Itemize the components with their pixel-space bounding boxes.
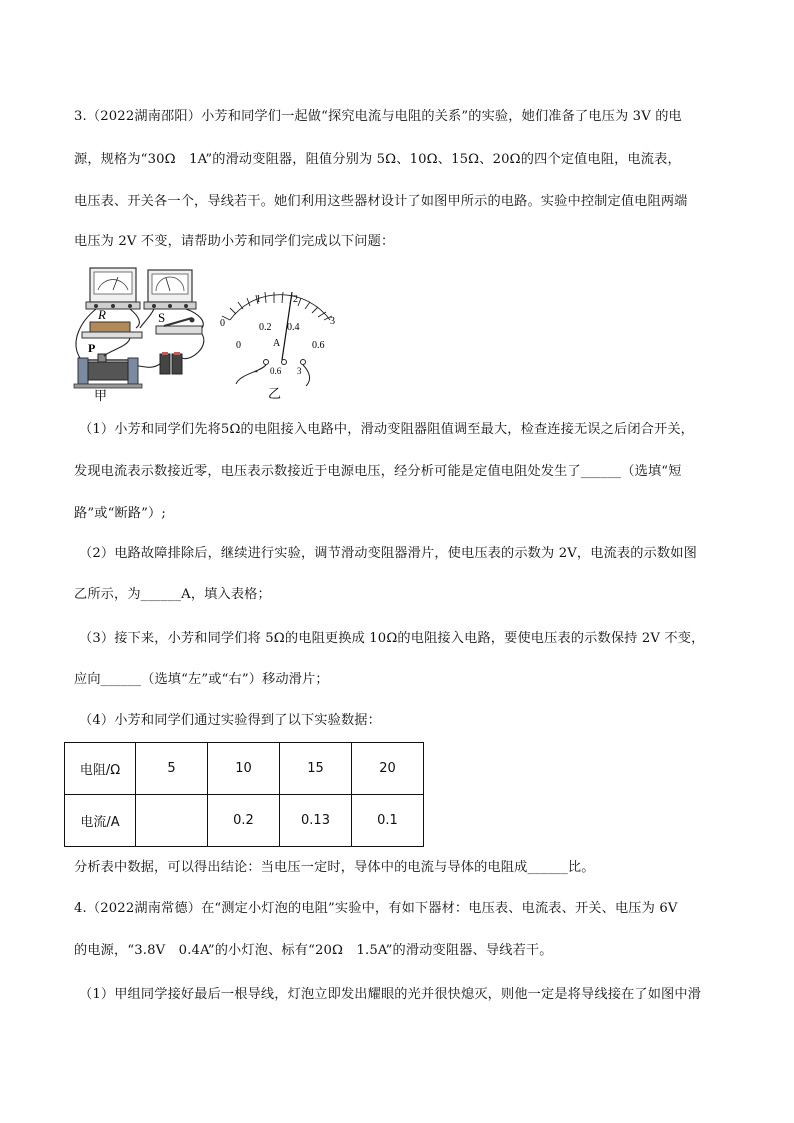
table-cell: 20: [352, 743, 424, 795]
q3-part2-line-2: 乙所示，为______A，填入表格；: [74, 587, 271, 602]
resistor-label: R: [98, 307, 106, 322]
q3-part3-line-2: 应向______（选填“左”或“右”）移动滑片；: [74, 672, 329, 687]
dial-scale-bottom-2: 0.4: [287, 322, 300, 333]
q3-conclusion: 分析表中数据，可以得出结论：当电压一定时，导体中的电流与导体的电阻成______比。: [74, 860, 595, 875]
q4-part1-line-1: （1）甲组同学接好最后一根导线，灯泡立即发出耀眼的光并很快熄灭，则他一定是将导线接在了如图中滑: [79, 987, 702, 1002]
dial-scale-bottom-0: 0: [236, 340, 241, 351]
q3-part3-line-1: （3）接下来，小芳和同学们将 5Ω的电阻更换成 10Ω的电阻接入电路，要使电压表的示数保持 2V 不变，: [79, 631, 705, 646]
ammeter-dial: [220, 292, 335, 386]
table-cell: 电阻/Ω: [65, 743, 136, 795]
q3-line-3: 电压表、开关各一个，导线若干。她们利用这些器材设计了如图甲所示的电路。实验中控制定值电阻两端: [74, 194, 688, 209]
q3-line-1: 3.（2022湖南邵阳）小芳和同学们一起做“探究电流与电阻的关系”的实验，她们准备了电压为 3V 的电: [74, 109, 682, 124]
q4-line-2: 的电源，“3.8V 0.4A”的小灯泡、标有“20Ω 1.5A”的滑动变阻器、导线若干。: [74, 943, 553, 958]
circuit-figure: [60, 262, 360, 402]
switch-label: S: [158, 310, 166, 325]
figure-jia-label: 甲: [94, 388, 108, 402]
q3-part1-line-1: （1）小芳和同学们先将5Ω的电阻接入电路中，滑动变阻器阻值调至最大，检查连接无误之后闭合开关，: [79, 422, 695, 437]
dial-scale-top-1: 1: [256, 294, 261, 305]
table-row: [65, 795, 424, 847]
table-cell: 0.2: [208, 795, 280, 847]
figure-yi-label: 乙: [268, 386, 282, 401]
table-cell: 0.13: [280, 795, 352, 847]
dial-unit: A: [273, 338, 281, 349]
dial-scale-bottom-3: 0.6: [312, 340, 325, 351]
q3-part1-line-2: 发现电流表示数接近零，电压表示数接近于电源电压，经分析可能是定值电阻处发生了______（选填“短: [74, 464, 682, 479]
dial-scale-bottom-1: 0.2: [259, 322, 272, 333]
dial-scale-top-2: 2: [293, 294, 298, 305]
q3-part2-line-1: （2）电路故障排除后，继续进行实验，调节滑动变阻器滑片，使电压表的示数为 2V，电流表的示数如图: [79, 546, 697, 561]
voltmeter-image: [86, 268, 140, 309]
ammeter-image: [144, 270, 196, 309]
battery-image: [160, 352, 182, 374]
dial-scale-top-0: 0: [220, 318, 225, 329]
table-cell: 5: [136, 743, 208, 795]
table-cell: 10: [208, 743, 280, 795]
q3-line-2: 源，规格为“30Ω 1A”的滑动变阻器，阻值分别为 5Ω、10Ω、15Ω、20Ω的四个定值电阻，电流表，: [74, 152, 681, 167]
q3-part4-line-1: （4）小芳和同学们通过实验得到了以下实验数据：: [79, 713, 381, 728]
slider-label: P: [88, 341, 96, 355]
q3-line-4: 电压为 2V 不变，请帮助小芳和同学们完成以下问题：: [74, 234, 395, 249]
rheostat-image: [74, 341, 142, 388]
q4-line-1: 4.（2022湖南常德）在“测定小灯泡的电阻”实验中，有如下器材：电压表、电流表、开关、电压为 6V: [74, 901, 678, 916]
table-cell: 0.1: [352, 795, 424, 847]
table-cell: 电流/A: [65, 795, 136, 847]
q3-part1-line-3: 路”或“断路”）;: [74, 506, 166, 521]
terminal-3: 3: [297, 366, 302, 376]
dial-scale-top-3: 3: [330, 316, 335, 327]
data-table: [64, 742, 424, 847]
table-row: [65, 743, 424, 795]
table-cell: 15: [280, 743, 352, 795]
terminal-06: 0.6: [270, 366, 282, 376]
terminal-neg: -: [255, 366, 258, 376]
table-cell: [136, 795, 208, 847]
